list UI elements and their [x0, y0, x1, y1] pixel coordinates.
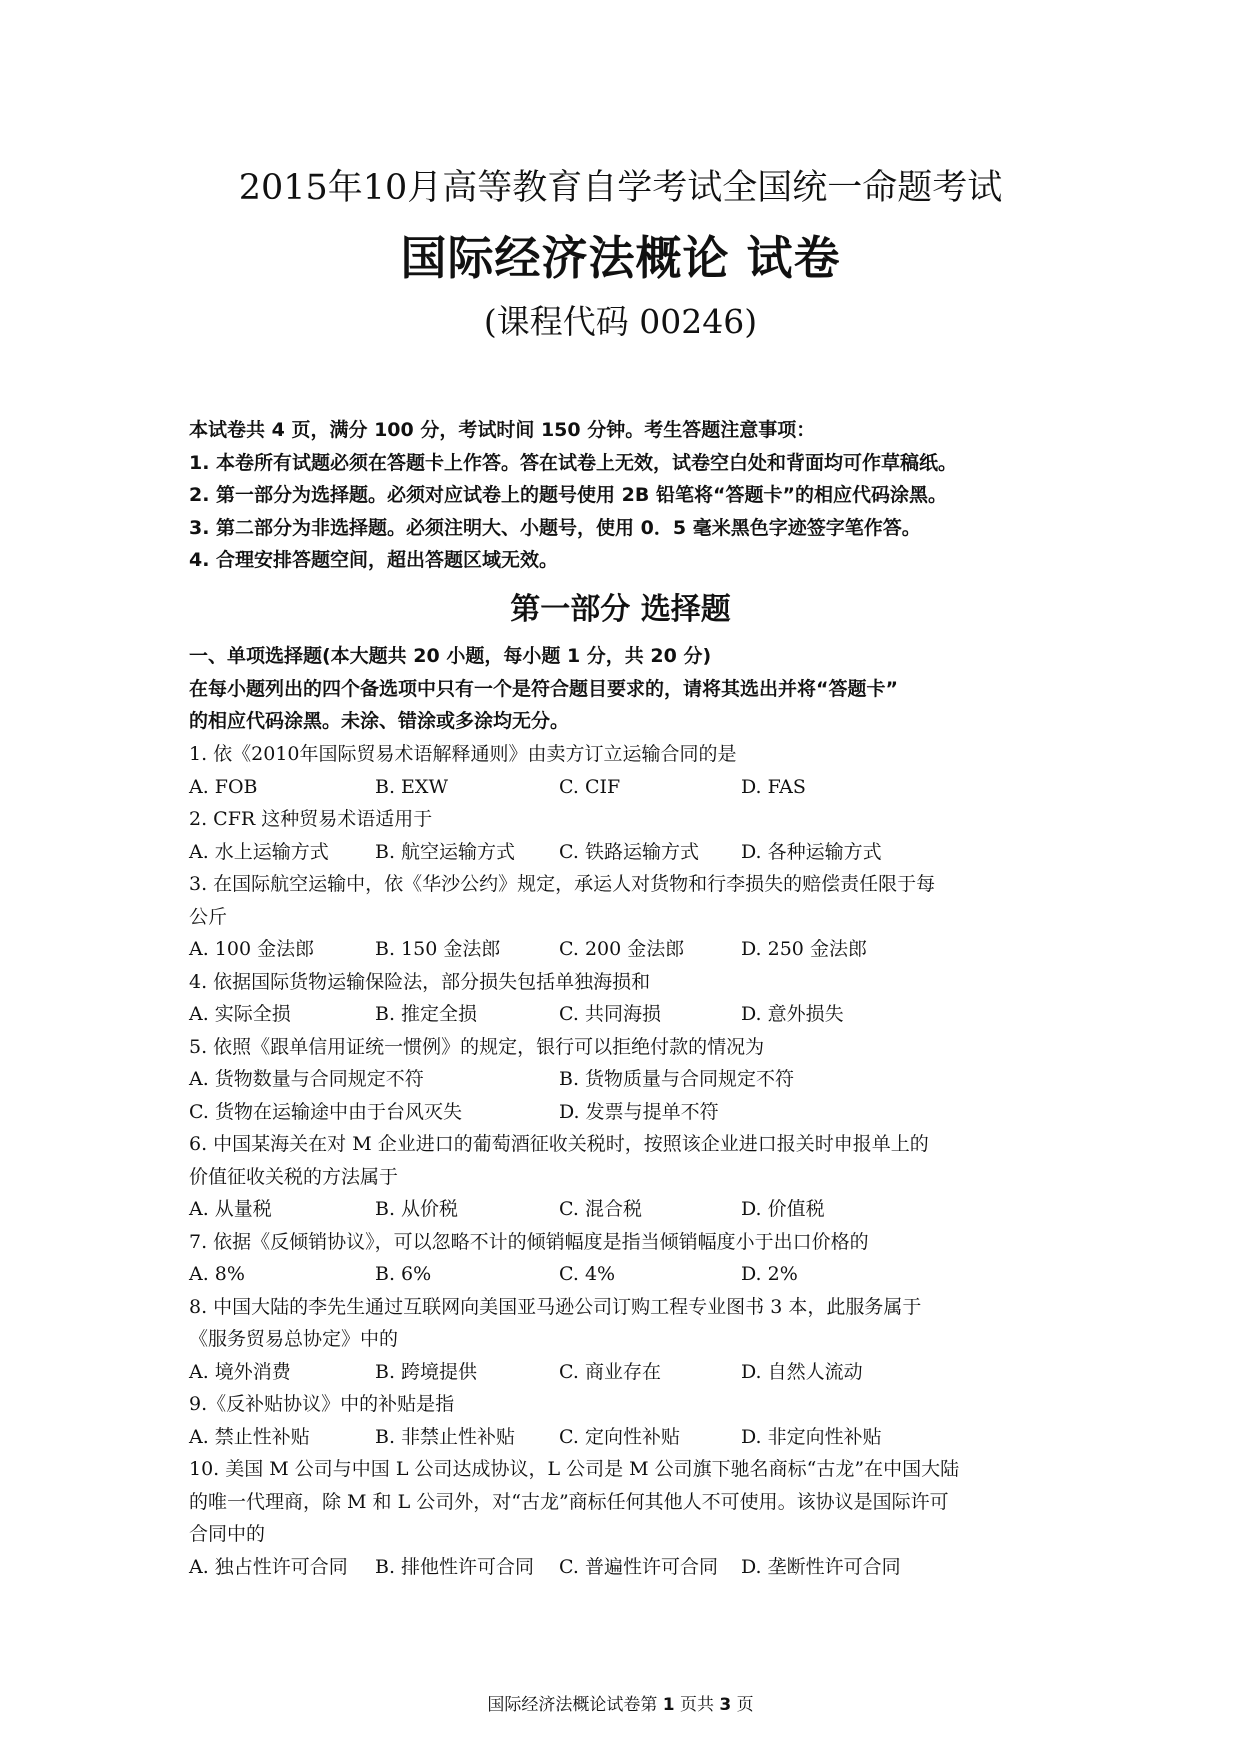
option-row	[189, 1551, 1069, 1584]
answer-option: A. 水上运输方式	[189, 840, 329, 863]
section-header	[189, 640, 1069, 738]
answer-option: B. 非禁止性补贴	[375, 1425, 516, 1448]
answer-option: B. 跨境提供	[375, 1360, 478, 1383]
question-stem: 10. 美国 M 公司与中国 L 公司达成协议，L 公司是 M 公司旗下驰名商标“古龙”在中国大陆	[189, 1458, 960, 1480]
option-row	[189, 1356, 1069, 1389]
option-row	[189, 1096, 1069, 1129]
question	[189, 966, 1069, 1031]
answer-option: B. 150 金法郎	[375, 938, 501, 960]
option-row	[189, 771, 1069, 804]
option-row	[189, 933, 1069, 966]
answer-option: B. 从价税	[375, 1198, 459, 1220]
answer-option: C. 200 金法郎	[559, 938, 685, 960]
answer-option: B. EXW	[375, 775, 448, 798]
answer-option: A. 从量税	[189, 1198, 272, 1220]
footer-total-pages: 3	[719, 1695, 732, 1715]
part-title: 第一部分 选择题	[510, 592, 731, 627]
question	[189, 1388, 1069, 1453]
answer-option: A. 8%	[189, 1263, 245, 1285]
instruction-line: 本试卷共 4 页，满分 100 分，考试时间 150 分钟。考生答题注意事项：	[189, 419, 816, 441]
answer-option: A. 100 金法郎	[189, 938, 315, 960]
paper-title: 国际经济法概论 试卷	[400, 231, 841, 285]
question-stem: 9.《反补贴协议》中的补贴是指	[189, 1393, 455, 1415]
question	[189, 1128, 1069, 1226]
answer-option: B. 货物质量与合同规定不符	[559, 1068, 795, 1090]
question	[189, 1453, 1069, 1583]
answer-option: D. 垄断性许可合同	[741, 1555, 901, 1578]
question-stem: 7. 依据《反倾销协议》，可以忽略不计的倾销幅度是指当倾销幅度小于出口价格的	[189, 1230, 869, 1253]
page-footer	[0, 1690, 1241, 1715]
question-stem: 的唯一代理商，除 M 和 L 公司外，对“古龙”商标任何其他人不可使用。该协议是国际许可	[189, 1490, 949, 1513]
answer-option: C. 定向性补贴	[559, 1425, 680, 1448]
option-row	[189, 1193, 1069, 1226]
question-stem: 4. 依据国际货物运输保险法，部分损失包括单独海损和	[189, 970, 651, 993]
question-stem: 6. 中国某海关在对 M 企业进口的葡萄酒征收关税时，按照该企业进口报关时申报单上的	[189, 1133, 929, 1155]
answer-option: C. 普遍性许可合同	[559, 1555, 718, 1578]
answer-option: C. 混合税	[559, 1198, 642, 1220]
answer-option: A. 境外消费	[189, 1360, 291, 1383]
instruction-line: 3. 第二部分为非选择题。必须注明大、小题号，使用 0．5 毫米黑色字迹签字笔作答。	[189, 516, 921, 539]
answer-option: D. 发票与提单不符	[559, 1100, 719, 1123]
option-row	[189, 998, 1069, 1031]
question	[189, 1031, 1069, 1129]
answer-option: C. 共同海损	[559, 1003, 661, 1025]
question	[189, 1226, 1069, 1291]
answer-option: C. 铁路运输方式	[559, 840, 699, 863]
answer-option: D. 250 金法郎	[741, 938, 867, 960]
question	[189, 868, 1069, 966]
question-list	[189, 738, 1069, 1583]
answer-option: D. 价值税	[741, 1198, 825, 1220]
option-row	[189, 1063, 1069, 1096]
exam-instructions	[189, 414, 1069, 577]
question-stem: 公斤	[189, 905, 228, 928]
question-stem: 1. 依《2010年国际贸易术语解释通则》由卖方订立运输合同的是	[189, 743, 737, 765]
question	[189, 1291, 1069, 1389]
option-row	[189, 1258, 1069, 1291]
answer-option: C. 货物在运输途中由于台风灭失	[189, 1100, 462, 1123]
answer-option: B. 排他性许可合同	[375, 1555, 535, 1578]
answer-option: D. 自然人流动	[741, 1360, 863, 1383]
instruction-line: 4. 合理安排答题空间，超出答题区域无效。	[189, 549, 559, 571]
instruction-line: 2. 第一部分为选择题。必须对应试卷上的题号使用 2B 铅笔将“答题卡”的相应代码涂黑。	[189, 484, 947, 506]
question-stem: 价值征收关税的方法属于	[189, 1165, 399, 1188]
answer-option: A. FOB	[189, 775, 258, 798]
question	[189, 738, 1069, 803]
question-stem: 合同中的	[189, 1523, 266, 1545]
answer-option: D. 各种运输方式	[741, 840, 882, 863]
answer-option: B. 6%	[375, 1263, 432, 1285]
answer-option: D. 意外损失	[741, 1003, 844, 1025]
answer-option: C. 4%	[559, 1263, 616, 1285]
answer-option: B. 航空运输方式	[375, 840, 516, 863]
question-stem: 3. 在国际航空运输中，依《华沙公约》规定，承运人对货物和行李损失的赔偿责任限于每	[189, 873, 936, 895]
answer-option: B. 推定全损	[375, 1003, 478, 1025]
answer-option: A. 货物数量与合同规定不符	[189, 1068, 424, 1090]
answer-option: A. 独占性许可合同	[189, 1555, 348, 1578]
answer-option: C. 商业存在	[559, 1360, 661, 1383]
footer-middle: 页共	[674, 1695, 720, 1715]
section-instruction: 的相应代码涂黑。未涂、错涂或多涂均无分。	[189, 710, 570, 732]
question-stem: 5. 依照《跟单信用证统一惯例》的规定，银行可以拒绝付款的情况为	[189, 1035, 765, 1058]
question-stem: 《服务贸易总协定》中的	[189, 1328, 399, 1350]
footer-page-number: 1	[662, 1695, 675, 1715]
option-row	[189, 836, 1069, 869]
question-stem: 8. 中国大陆的李先生通过互联网向美国亚马逊公司订购工程专业图书 3 本，此服务属于	[189, 1295, 922, 1318]
answer-option: D. 2%	[741, 1263, 798, 1285]
instruction-line: 1. 本卷所有试题必须在答题卡上作答。答在试卷上无效，试卷空白处和背面均可作草稿纸。	[189, 451, 958, 474]
answer-option: D. 非定向性补贴	[741, 1425, 882, 1448]
section-instruction: 在每小题列出的四个备选项中只有一个是符合题目要求的，请将其选出并将“答题卡”	[189, 677, 898, 700]
answer-option: A. 实际全损	[189, 1003, 291, 1025]
section-heading: 一、单项选择题(本大题共 20 小题，每小题 1 分，共 20 分)	[189, 645, 712, 667]
question-stem: 2. CFR 这种贸易术语适用于	[189, 808, 433, 830]
answer-option: A. 禁止性补贴	[189, 1425, 310, 1448]
exam-line: 2015年10月高等教育自学考试全国统一命题考试	[238, 168, 1003, 208]
course-code: (课程代码 00246)	[483, 302, 758, 341]
option-row	[189, 1421, 1069, 1454]
footer-suffix: 页	[731, 1695, 754, 1715]
answer-option: C. CIF	[559, 775, 621, 798]
answer-option: D. FAS	[741, 775, 806, 798]
footer-prefix: 国际经济法概论试卷第	[487, 1695, 663, 1715]
question	[189, 803, 1069, 868]
